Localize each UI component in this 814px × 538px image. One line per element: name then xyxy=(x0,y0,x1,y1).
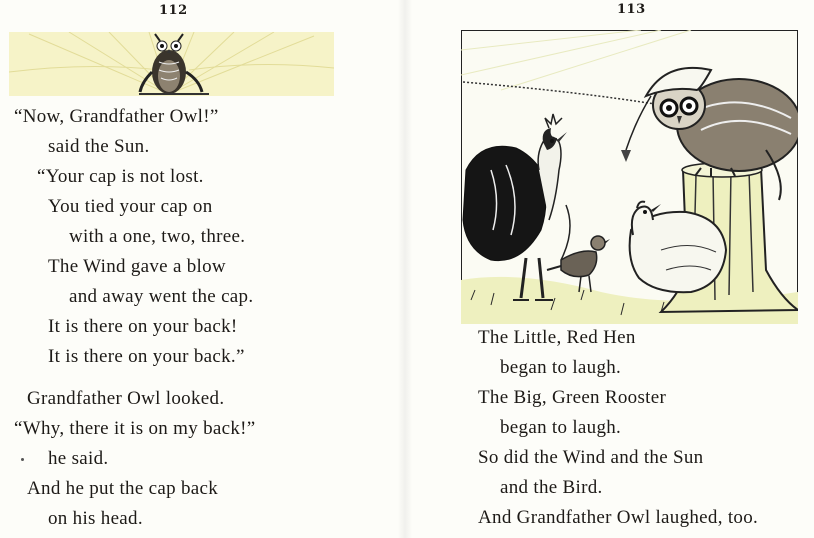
page-number: 112 xyxy=(159,3,188,18)
text-line: The Little, Red Hen xyxy=(478,327,636,348)
text-line: “Now, Grandfather Owl!” xyxy=(14,106,219,127)
text-line: with a one, two, three. xyxy=(69,226,246,247)
right-page xyxy=(405,0,814,538)
text-line: began to laugh. xyxy=(500,357,622,378)
text-line: It is there on your back! xyxy=(48,316,238,337)
text-line: said the Sun. xyxy=(48,136,150,157)
text-line: and away went the cap. xyxy=(69,286,254,307)
text-line: “Your cap is not lost. xyxy=(37,166,204,187)
text-line: Grandfather Owl looked. xyxy=(27,388,225,409)
text-line: And he put the cap back xyxy=(27,478,219,499)
left-page xyxy=(0,0,405,538)
page-number: 113 xyxy=(617,2,646,17)
owl-header-illustration xyxy=(9,32,334,96)
text-line: So did the Wind and the Sun xyxy=(478,447,704,468)
text-line: You tied your cap on xyxy=(48,196,213,217)
text-line: on his head. xyxy=(48,508,143,529)
text-line: The Wind gave a blow xyxy=(48,256,226,277)
text-line: began to laugh. xyxy=(500,417,622,438)
text-line: “Why, there it is on my back!” xyxy=(14,418,256,439)
text-line: The Big, Green Rooster xyxy=(478,387,667,408)
print-speck xyxy=(21,458,24,461)
barnyard-illustration xyxy=(461,30,798,324)
text-line: And Grandfather Owl laughed, too. xyxy=(478,507,759,528)
text-line: he said. xyxy=(48,448,109,469)
text-line: It is there on your back.” xyxy=(48,346,245,367)
text-line: and the Bird. xyxy=(500,477,603,498)
